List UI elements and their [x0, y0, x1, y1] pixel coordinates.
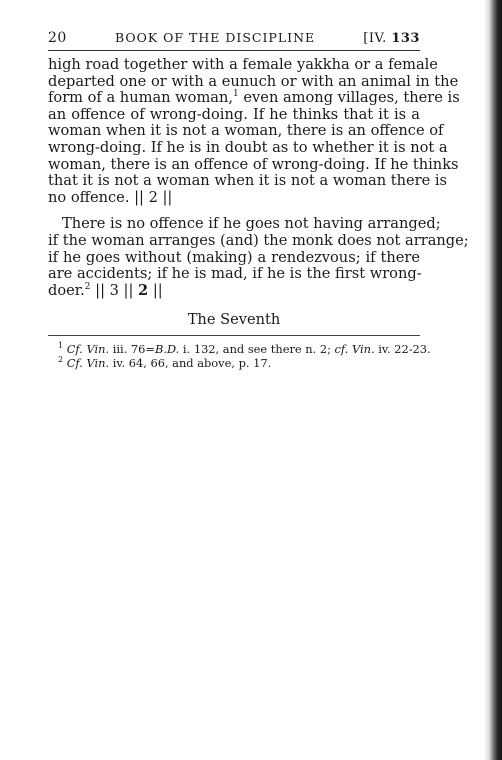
page-edge-shadow: [484, 0, 502, 760]
citation-italic: Cf. Vin.: [66, 356, 110, 371]
footnote-number: 2: [58, 355, 64, 365]
text-line: are accidents; if he is mad, if he is the first wrong-: [48, 265, 422, 283]
text-line: woman when it is not a woman, there is an offence of: [48, 122, 444, 140]
text-line: woman, there is an offence of wrong-doing. If he thinks: [48, 155, 459, 173]
text-segment: form of a human woman,: [48, 89, 234, 107]
footnote-marker: 2: [84, 281, 91, 292]
section-reference-number: 133: [391, 31, 420, 46]
footnote-rule: [48, 335, 420, 336]
footnote-2: [48, 356, 420, 370]
text-line: wrong-doing. If he is in doubt as to whether it is not a: [48, 138, 448, 156]
footnote-1: [48, 341, 431, 357]
book-page: [48, 30, 469, 371]
citation-text: i. 132, and see there n. 2;: [179, 342, 335, 357]
text-segment: || 3 ||: [90, 281, 139, 299]
text-line: There is no offence if he goes not having arranged;: [62, 215, 441, 233]
citation-text: iv. 22-23.: [374, 342, 431, 357]
paragraph-1: [48, 56, 460, 206]
citation-italic: Cf. Vin.: [66, 342, 110, 357]
page-number: 20: [48, 30, 67, 46]
text-segment: ||: [148, 281, 163, 299]
citation-italic: cf. Vin.: [334, 342, 375, 357]
text-segment: even among villages, there is: [238, 89, 460, 107]
running-title: BOOK OF THE DISCIPLINE: [114, 30, 316, 45]
footnote-marker: 1: [233, 89, 239, 100]
text-line: departed one or with a eunuch or with an animal in the: [48, 72, 459, 90]
header-rule: [48, 50, 420, 51]
section-end-heading: The Seventh: [187, 311, 281, 329]
text-line: [48, 89, 460, 107]
paragraph-2: [48, 215, 469, 299]
running-head: [48, 30, 420, 50]
citation-text: iv. 64, 66, and above, p. 17.: [109, 356, 272, 371]
text-line: if the woman arranges (and) the monk does not arrange;: [48, 231, 469, 249]
text-line: high road together with a female yakkha or a female: [48, 56, 438, 73]
citation-italic: B.D.: [154, 342, 180, 357]
text-line: that it is not a woman when it is not a woman there is: [48, 172, 448, 190]
text-line: an offence of wrong-doing. If he thinks that it is a: [48, 105, 420, 123]
text-line: if he goes without (making) a rendezvous; if there: [48, 248, 420, 266]
section-reference: [363, 31, 420, 46]
footnote-number: 1: [58, 341, 64, 351]
text-line: no offence. || 2 ||: [48, 188, 173, 206]
citation-text: iii. 76=: [109, 342, 155, 357]
text-segment: doer.: [48, 281, 85, 299]
section-reference-prefix: [IV.: [363, 31, 392, 46]
text-line: [48, 283, 420, 300]
text-segment-bold: 2: [138, 281, 149, 299]
footnotes: [48, 341, 431, 371]
